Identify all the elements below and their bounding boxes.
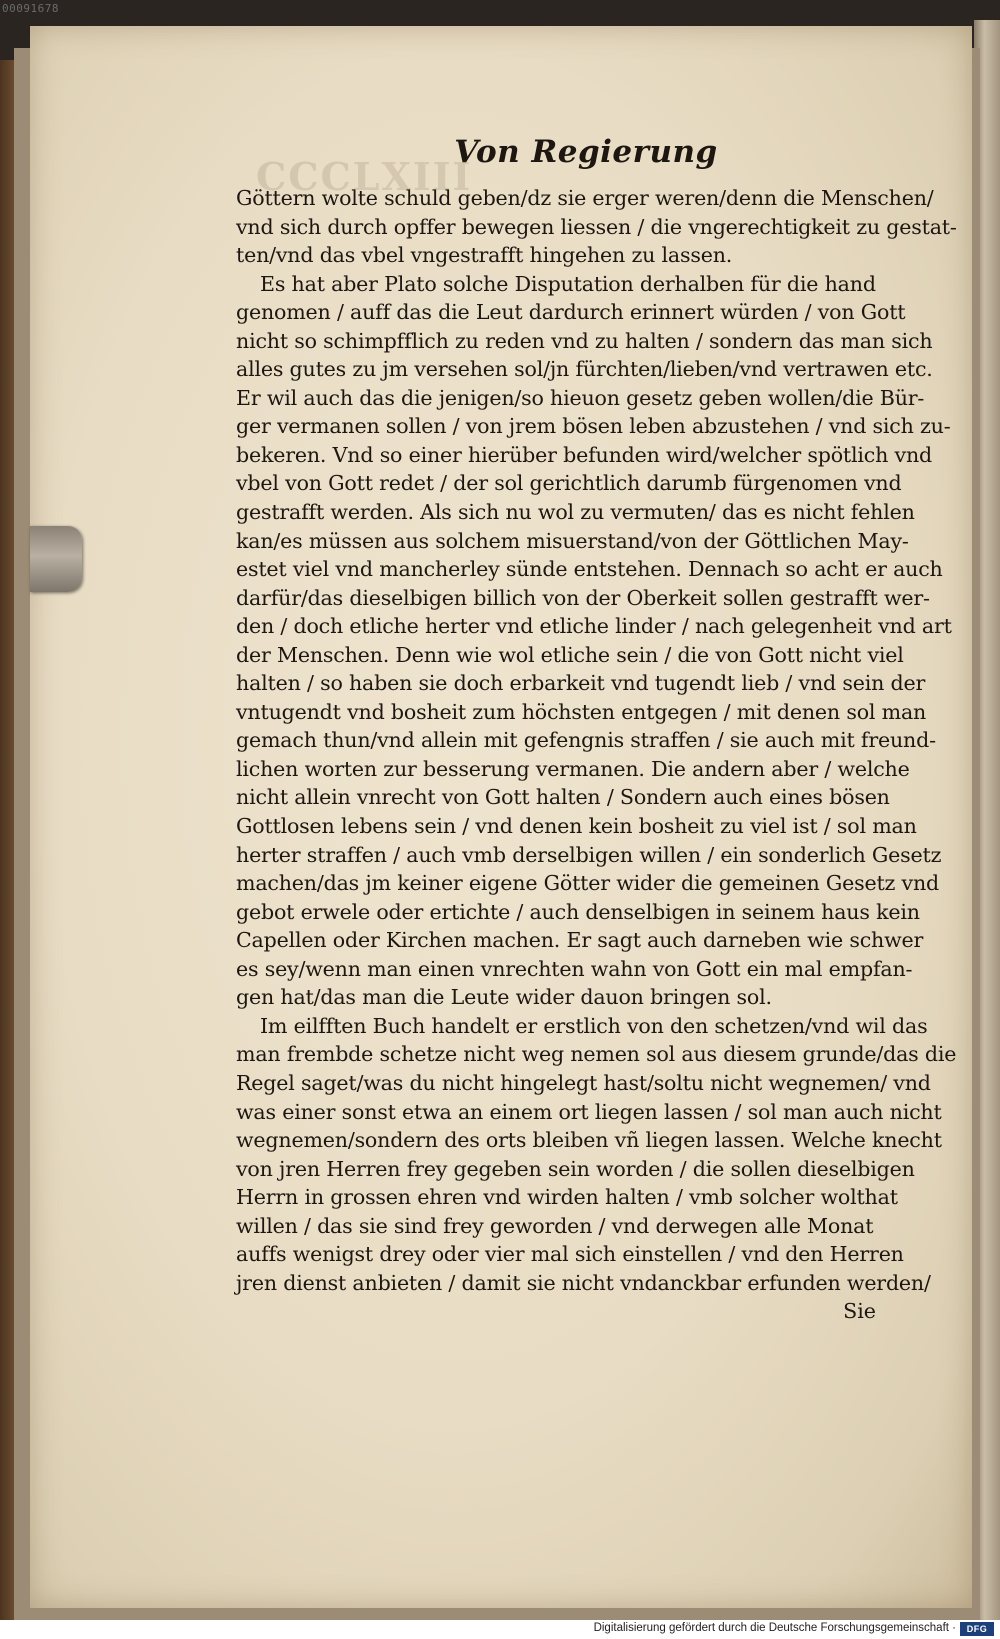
funding-credit: Digitalisierung gefördert durch die Deutsche Forschungsgemeinschaft · <box>593 1622 956 1634</box>
text-line: ger vermanen sollen / von jrem bösen leben abzustehen / vnd sich zu- <box>236 414 951 439</box>
text-line: Göttern wolte schuld geben/dz sie erger weren/denn die Menschen/ <box>236 186 934 210</box>
text-line: Im eilfften Buch handelt er erstlich von den schetzen/vnd wil das <box>260 1013 928 1038</box>
text-line: genomen / auff das die Leut dardurch erinnert würden / von Gott <box>236 300 906 325</box>
text-line: jren dienst anbieten / damit sie nicht vndanckbar erfunden werden/ <box>236 1270 931 1295</box>
text-line: Es hat aber Plato solche Disputation derhalben für die hand <box>260 271 876 296</box>
text-line: auffs wenigst drey oder vier mal sich einstellen / vnd den Herren <box>236 1242 904 1267</box>
page-text-block <box>236 132 957 1326</box>
text-line: man frembde schetze nicht weg nemen sol aus diesem grunde/das die <box>236 1042 957 1067</box>
text-line: gen hat/das man die Leute wider dauon bringen sol. <box>236 985 772 1010</box>
text-line: Er wil auch das die jenigen/so hieuon gesetz geben wollen/die Bür- <box>236 385 925 410</box>
running-head: Von Regierung <box>454 134 718 170</box>
text-line: machen/das jm keiner eigene Götter wider die gemeinen Gesetz vnd <box>236 871 939 896</box>
text-line: von jren Herren frey gegeben sein worden / die sollen dieselbigen <box>236 1156 915 1181</box>
text-line: gestrafft werden. Als sich nu wol zu vermuten/ das es nicht fehlen <box>236 500 915 525</box>
body-text <box>236 184 957 1297</box>
text-line: nicht allein vnrecht von Gott halten / Sondern auch eines bösen <box>236 785 890 810</box>
text-line: alles gutes zu jm versehen sol/jn fürchten/lieben/vnd vertrawen etc. <box>236 357 933 382</box>
dfg-logo-icon: DFG <box>960 1622 994 1636</box>
text-line: vbel von Gott redet / der sol gerichtlich darumb fürgenomen vnd <box>236 471 902 496</box>
catchword: Sie <box>843 1299 876 1324</box>
text-line: nicht so schimpfflich zu reden vnd zu halten / sondern das man sich <box>236 328 933 353</box>
text-line: lichen worten zur besserung vermanen. Die andern aber / welche <box>236 756 910 781</box>
scan-id: 00091678 <box>2 2 59 15</box>
text-line: willen / das sie sind frey geworden / vnd derwegen alle Monat <box>236 1213 874 1238</box>
text-line: estet viel vnd mancherley sünde entstehen. Dennach so acht er auch <box>236 557 943 582</box>
footer-bar <box>0 1620 1000 1639</box>
text-line: wegnemen/sondern des orts bleiben vñ liegen lassen. Welche knecht <box>236 1128 942 1153</box>
text-line: Herrn in grossen ehren vnd wirden halten / vmb solcher wolthat <box>236 1185 898 1210</box>
bleed-through-text: CCCLXIII <box>256 154 473 199</box>
metal-clip <box>30 526 82 592</box>
text-line: darfür/das dieselbigen billich von der Oberkeit sollen gestrafft wer- <box>236 585 930 610</box>
text-line: was einer sonst etwa an einem ort liegen lassen / sol man auch nicht <box>236 1099 942 1124</box>
text-line: halten / so haben sie doch erbarkeit vnd tugendt lieb / vnd sein der <box>236 671 926 696</box>
text-line: bekeren. Vnd so einer hierüber befunden wird/welcher spötlich vnd <box>236 442 932 467</box>
text-line: gebot erwele oder ertichte / auch denselbigen in seinem haus kein <box>236 899 920 924</box>
text-line: den / doch etliche herter vnd etliche linder / nach gelegenheit vnd art <box>236 614 952 639</box>
text-line: es sey/wenn man einen vnrechten wahn von Gott ein mal empfan- <box>236 956 913 981</box>
text-line: vnd sich durch opffer bewegen liessen / die vngerechtigkeit zu gestat- <box>236 214 957 239</box>
text-line: der Menschen. Denn wie wol etliche sein / die von Gott nicht viel <box>236 642 904 667</box>
text-line: Regel saget/was du nicht hingelegt hast/soltu nicht wegnemen/ vnd <box>236 1070 931 1095</box>
text-line: vntugendt vnd bosheit zum höchsten entgegen / mit denen sol man <box>236 699 927 724</box>
text-line: herter straffen / auch vmb derselbigen willen / ein sonderlich Gesetz <box>236 842 942 867</box>
text-line: gemach thun/vnd allein mit gefengnis straffen / sie auch mit freund- <box>236 728 936 753</box>
text-line: Gottlosen lebens sein / vnd denen kein bosheit zu viel ist / sol man <box>236 814 917 839</box>
text-line: ten/vnd das vbel vngestrafft hingehen zu lassen. <box>236 243 733 268</box>
text-line: Capellen oder Kirchen machen. Er sagt auch darneben wie schwer <box>236 928 924 953</box>
text-line: kan/es müssen aus solchem misuerstand/von der Göttlichen May- <box>236 528 909 553</box>
